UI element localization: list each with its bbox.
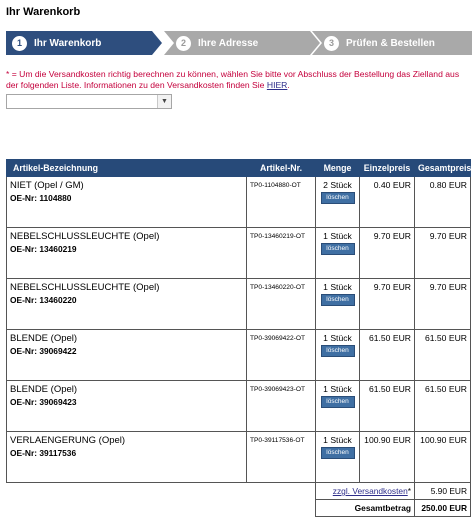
quantity: 2 Stück xyxy=(323,180,352,190)
unit-price-cell xyxy=(360,432,415,483)
oe-number: OE-Nr: 13460220 xyxy=(10,295,77,305)
qty-cell xyxy=(316,381,360,432)
artnr-cell xyxy=(247,330,316,381)
product-name: NEBELSCHLUSSLEUCHTE (Opel) xyxy=(10,231,160,242)
total-price: 9.70 EUR xyxy=(429,231,467,241)
shipping-notice-text: * = Um die Versandkosten richtig berechnen zu können, wählen Sie bitte vor Abschluss der Bestellung das Zielland aus der folgenden Liste. Informationen zu den Versandkosten finden Sie xyxy=(6,69,460,90)
item-name-cell xyxy=(7,432,247,483)
table-row xyxy=(7,279,471,330)
artnr-cell xyxy=(247,432,316,483)
delete-button[interactable]: löschen xyxy=(321,243,355,255)
oe-number: OE-Nr: 39117536 xyxy=(10,448,77,458)
total-label: Gesamtbetrag xyxy=(316,500,415,517)
article-number: TP0-13460220-OT xyxy=(250,284,305,291)
delete-button[interactable]: löschen xyxy=(321,447,355,459)
quantity: 1 Stück xyxy=(323,282,352,292)
shipping-row xyxy=(7,483,471,500)
unit-price: 61.50 EUR xyxy=(368,384,411,394)
blank-cell xyxy=(7,483,316,500)
col-header-artnr: Artikel-Nr. xyxy=(247,160,316,177)
unit-price: 9.70 EUR xyxy=(373,231,411,241)
item-name-cell xyxy=(7,177,247,228)
unit-price: 0.40 EUR xyxy=(373,180,411,190)
product-name: NEBELSCHLUSSLEUCHTE (Opel) xyxy=(10,282,160,293)
table-row xyxy=(7,330,471,381)
unit-price-cell xyxy=(360,177,415,228)
product-name: NIET (Opel / GM) xyxy=(10,180,84,191)
shipping-info-link[interactable]: HIER xyxy=(266,80,288,90)
total-row xyxy=(7,500,471,517)
chevron-down-icon[interactable]: ▼ xyxy=(157,95,171,108)
shipping-label-cell xyxy=(316,483,415,500)
qty-cell xyxy=(316,228,360,279)
article-number: TP0-1104880-OT xyxy=(250,182,301,189)
step-cart[interactable] xyxy=(6,31,162,55)
col-header-unit-price: Einzelpreis xyxy=(360,160,415,177)
total-price: 61.50 EUR xyxy=(424,384,467,394)
step-number: 3 xyxy=(324,36,339,51)
article-number: TP0-39069422-OT xyxy=(250,335,305,342)
unit-price: 9.70 EUR xyxy=(373,282,411,292)
quantity: 1 Stück xyxy=(323,231,352,241)
step-label: Ihr Warenkorb xyxy=(34,37,102,49)
qty-cell xyxy=(316,432,360,483)
product-name: VERLAENGERUNG (Opel) xyxy=(10,435,126,446)
quantity: 1 Stück xyxy=(323,384,352,394)
blank-cell xyxy=(7,500,316,517)
step-label: Prüfen & Bestellen xyxy=(346,37,435,49)
artnr-cell xyxy=(247,279,316,330)
checkout-steps xyxy=(6,31,472,55)
delete-button[interactable]: löschen xyxy=(321,396,355,408)
qty-cell xyxy=(316,279,360,330)
product-name: BLENDE (Opel) xyxy=(10,333,78,344)
total-price-cell xyxy=(415,381,471,432)
step-address[interactable] xyxy=(164,31,320,55)
article-number: TP0-13460219-OT xyxy=(250,233,305,240)
table-row xyxy=(7,228,471,279)
step-number: 1 xyxy=(12,36,27,51)
unit-price-cell xyxy=(360,228,415,279)
shipping-asterisk: * xyxy=(407,486,411,496)
step-review-order[interactable] xyxy=(312,31,472,55)
total-value: 250.00 EUR xyxy=(415,500,471,517)
col-header-name: Artikel-Bezeichnung xyxy=(7,160,247,177)
article-number: TP0-39069423-OT xyxy=(250,386,305,393)
step-label: Ihre Adresse xyxy=(198,37,259,49)
unit-price: 100.90 EUR xyxy=(364,435,411,445)
artnr-cell xyxy=(247,228,316,279)
delete-button[interactable]: löschen xyxy=(321,294,355,306)
shipping-cost-link[interactable]: zzgl. Versandkosten xyxy=(332,486,408,496)
col-header-total-price: Gesamtpreis xyxy=(415,160,471,177)
col-header-qty: Menge xyxy=(316,160,360,177)
unit-price-cell xyxy=(360,279,415,330)
step-number: 2 xyxy=(176,36,191,51)
total-price: 61.50 EUR xyxy=(424,333,467,343)
total-price-cell xyxy=(415,228,471,279)
artnr-cell xyxy=(247,381,316,432)
page-title: Ihr Warenkorb xyxy=(6,6,81,18)
total-price-cell xyxy=(415,177,471,228)
total-price-cell xyxy=(415,330,471,381)
notice-suffix: . xyxy=(287,80,290,90)
item-name-cell xyxy=(7,279,247,330)
unit-price-cell xyxy=(360,381,415,432)
oe-number: OE-Nr: 1104880 xyxy=(10,193,72,203)
unit-price-cell xyxy=(360,330,415,381)
item-name-cell xyxy=(7,381,247,432)
oe-number: OE-Nr: 39069423 xyxy=(10,397,77,407)
qty-cell xyxy=(316,177,360,228)
item-name-cell xyxy=(7,228,247,279)
total-price: 9.70 EUR xyxy=(429,282,467,292)
quantity: 1 Stück xyxy=(323,435,352,445)
qty-cell xyxy=(316,330,360,381)
artnr-cell xyxy=(247,177,316,228)
total-price: 0.80 EUR xyxy=(429,180,467,190)
total-price: 100.90 EUR xyxy=(420,435,467,445)
article-number: TP0-39117536-OT xyxy=(250,437,305,444)
quantity: 1 Stück xyxy=(323,333,352,343)
total-price-cell xyxy=(415,279,471,330)
total-price-cell xyxy=(415,432,471,483)
table-row xyxy=(7,381,471,432)
delete-button[interactable]: löschen xyxy=(321,192,355,204)
cart-table xyxy=(6,159,471,517)
oe-number: OE-Nr: 13460219 xyxy=(10,244,77,254)
oe-number: OE-Nr: 39069422 xyxy=(10,346,77,356)
shipping-value: 5.90 EUR xyxy=(415,483,471,500)
table-row xyxy=(7,177,471,228)
table-row xyxy=(7,432,471,483)
cart-header-row xyxy=(7,160,471,177)
delete-button[interactable]: löschen xyxy=(321,345,355,357)
shipping-notice xyxy=(6,69,472,91)
item-name-cell xyxy=(7,330,247,381)
unit-price: 61.50 EUR xyxy=(368,333,411,343)
product-name: BLENDE (Opel) xyxy=(10,384,78,395)
country-select[interactable] xyxy=(6,94,172,109)
